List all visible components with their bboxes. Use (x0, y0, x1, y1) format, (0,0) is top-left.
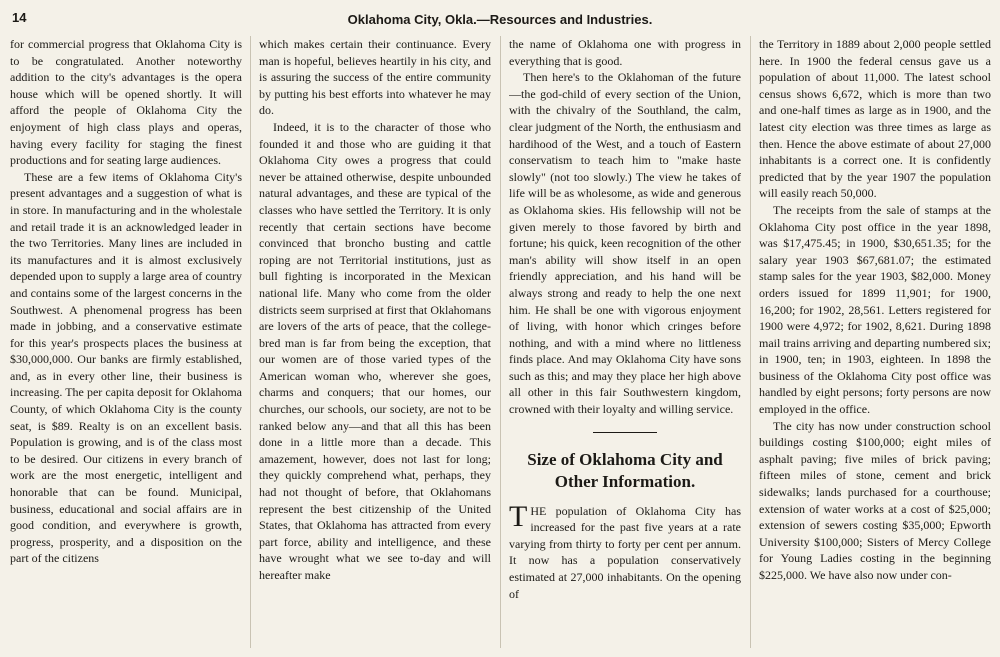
drop-cap: T (509, 499, 528, 533)
text-column-2 (259, 36, 491, 648)
page-header (8, 4, 992, 32)
paragraph-text: HE population of Oklahoma City has increased for the past five years at a rate varying from thirty to forty per cent per annum. It now has a population conservatively estimated at 27,000 inhabitants. On the opening of (509, 503, 741, 601)
text-column-3 (509, 36, 741, 648)
section-separator (593, 432, 657, 433)
paragraph (509, 499, 741, 603)
paragraph: the Territory in 1889 about 2,000 people settled here. In 1900 the federal census gave us a population of about 11,000. The latest school census shows 6,672, which is more than two and one-half times as large as in 1900, and the latest city election was three times as large as then. Hence the above estimate of about 27,000 inhabitants is a correct one. It is confidently predicted that by the year 1907 the population will easily reach 50,000. (759, 37, 991, 201)
column-divider (500, 36, 501, 648)
running-head: Oklahoma City, Okla.—Resources and Industries. (347, 12, 653, 27)
paragraph: for commercial progress that Oklahoma City is to be congratulated. Another noteworthy addition to the city's advantages is the opera house which will be opened shortly. It will afford the people of Oklahoma City the enjoyment of high class plays and operas, having every facility for staging the finest productions and for seating large audiences. (10, 37, 242, 168)
paragraph: the name of Oklahoma one with progress in everything that is good. (509, 37, 741, 68)
text-column-1 (10, 36, 242, 648)
paragraph: which makes certain their continuance. Every man is hopeful, believes heartily in his city, and is assuring the success of the entire community by putting his best efforts into whatever he may do. (259, 37, 491, 118)
text-column-4 (759, 36, 991, 648)
column-divider (250, 36, 251, 648)
paragraph: Indeed, it is to the character of those who founded it and those who are guiding it that Oklahoma City owes a progress that could never be attained otherwise, despite unbounded natural advantages, and these are typical of the classes who have settled the Territory. It is only recently that certain sections have become convinced that broncho busting and cattle roping are not Territorial institutions, just as bull fighting is incorporated in the Mexican national life. Many who come from the older districts seem surprised at first that Oklahomans are lovers of the arts of peace, that the college-bred man is far from being the exception, that our women are of those varied types of the American woman who, wherever she goes, charms and conquers; that our homes, our churches, our schools, our society, are not to be ranked below any—and that all this has been done in a little more than a decade. This amazement, however, does not last for long; they quickly comprehend what, perhaps, they had not thought of before, that Oklahomans represent the best citizenship of the United States, that Oklahoma has attracted from every part force, ability and intelligence, and these have wrought what we see to-day and will hereafter make (259, 119, 491, 582)
paragraph: These are a few items of Oklahoma City's present advantages and a suggestion of what is in store. In manufacturing and in the wholestale and retail trade it is an acknowledged leader in the two Territories. Many lines are included in its manufactures and it is almost exclusively depended upon to supply a large area of country and contains some of the largest concerns in the Southwest. A phenomenal progress has been made in jobbing, and a conservative estimate for this year's prospects places the business at $30,000,000. Our banks are firmly established, and, as in every other line, their business is increasing. The per capita deposit for Oklahoma County, of which Oklahoma City is the county seat, is $89. Realty is on an excellent basis. Population is growing, and is of the class most to be desired. Our citizens in every branch of work are the most energetic, intelligent and honorable that can be found. Municipal, business, educational and social affairs are in good condition, and everywhere is growth, progress, prosperity, and a disposition on the part of the citizens (10, 169, 242, 566)
paragraph: The receipts from the sale of stamps at the Oklahoma City post office in the year 1898, was $17,475.45; in 1900, $30,651.35; for the salary year 1903 $67,681.07; the estimated stamp sales for the year 1903, $82,000. Money orders issued for 1899 11,901; for 1900, 16,200; for 1902, 28,561. Letters registered for 1900 were 4,972; for 1902, 8,621. During 1898 mail trains arriving and departing numbered six; in 1900, ten; in 1903, eighteen. In 1898 the business of the Oklahoma City post office was handled by eight persons; forty persons are now employed in the office. (759, 202, 991, 417)
section-heading: Size of Oklahoma City and Other Information. (527, 449, 723, 491)
paragraph: The city has now under construction school buildings costing $100,000; eight miles of asphalt paving; five miles of brick paving; fifteen miles of stone, cement and brick sidewalks; lands purchased for a courthouse; extension of water works at a cost of $25,000; extension of sewers costing $35,000; Epworth University $100,000; Sisters of Mercy College for Young Ladies costing in the beginning $225,000. We have also now under con- (759, 418, 991, 582)
paragraph: Then here's to the Oklahoman of the future—the god-child of every section of the Union, with the chivalry of the Southland, the calm, clear judgment of the North, the enthusiasm and hardihood of the West, and a touch of Eastern conservatism to teach him to "make haste slowly" (not too slowly.) The view he takes of life will be as wholesome, as wide and generous as Oklahoma skies. His fellowship will not be given merely to those favored by birth and fortune; his quick, keen recognition of the other man's ability will show itself in an open friendly appreciation, and his hand will be always strong and ready to help the one next him. He shall be one with vigorous enjoyment of living, with honor which cringes before nothing, and with a mind where no littleness finds place. And may Oklahoma City have sons such as this; and may they place her high above all other in this fair Southwestern kingdom, crowned with their loyalty and willing service. (509, 70, 741, 417)
page-number: 14 (12, 10, 27, 25)
column-divider (750, 36, 751, 648)
